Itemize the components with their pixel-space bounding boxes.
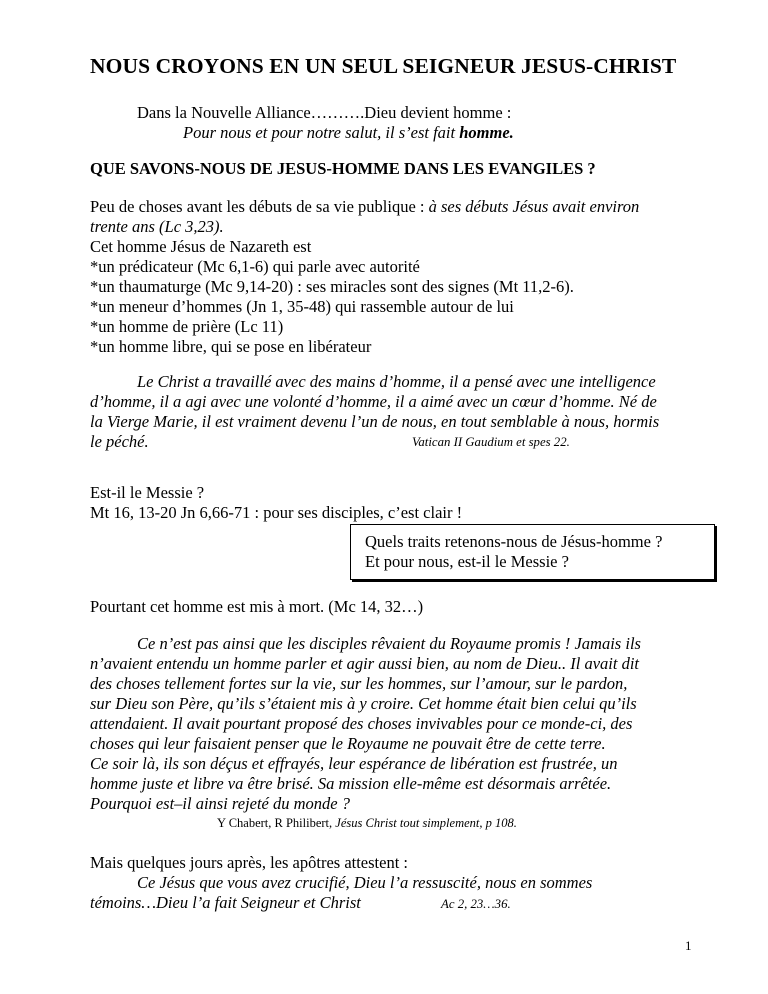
apostles-reference: Ac 2, 23…36. [441, 897, 511, 911]
messiah-question: Est-il le Messie ? [90, 483, 205, 502]
quote1-line: Le Christ a travaillé avec des mains d’homme, il a pensé avec une intelligence [137, 372, 656, 391]
death-line: Pourtant cet homme est mis à mort. (Mc 14, 32…) [90, 597, 424, 616]
quote1-line: la Vierge Marie, il est vraiment devenu l’un de nous, en tout semblable à nous, hormis [90, 412, 660, 431]
list-item: *un meneur d’hommes (Jn 1, 35-48) qui rassemble autour de lui [90, 297, 514, 316]
quote2-line: attendaient. Il avait pourtant proposé des choses invivables pour ce monde-ci, des [90, 714, 633, 733]
quote2-line: choses qui leur faisaient penser que le Royaume ne pouvait être de cette terre. [90, 734, 606, 753]
quote2-line: Ce n’est pas ainsi que les disciples rêvaient du Royaume promis ! Jamais ils [137, 634, 641, 653]
para1-line2: trente ans (Lc 3,23). [90, 217, 224, 236]
apostles-line: Mais quelques jours après, les apôtres attestent : [90, 853, 409, 872]
quote2-line: homme juste et libre va être brisé. Sa mission elle-même est désormais arrêtée. [90, 774, 612, 793]
reflection-question-2: Et pour nous, est-il le Messie ? [365, 552, 569, 571]
para1-line3: Cet homme Jésus de Nazareth est [90, 237, 312, 256]
quote1-line: d’homme, il a agi avec une volonté d’homme, il a aimé avec un cœur d’homme. Né de [90, 392, 657, 411]
para1-line1 [90, 197, 639, 217]
messiah-references: Mt 16, 13-20 Jn 6,66-71 : pour ses disciples, c’est clair ! [90, 503, 463, 522]
section-heading: QUE SAVONS-NOUS DE JESUS-HOMME DANS LES EVANGILES ? [90, 159, 596, 178]
apostles-quote-end: témoins…Dieu l’a fait Seigneur et Christ [90, 893, 361, 912]
intro-creed-line [183, 123, 514, 143]
apostles-quote: Ce Jésus que vous avez crucifié, Dieu l’a ressuscité, nous en sommes [137, 873, 593, 892]
para1-italic: à ses débuts Jésus avait environ [428, 197, 640, 216]
list-item: *un homme de prière (Lc 11) [90, 317, 284, 336]
reflection-question-1: Quels traits retenons-nous de Jésus-homme ? [365, 532, 663, 551]
quote2-source [217, 816, 517, 831]
intro-line: Dans la Nouvelle Alliance……….Dieu devient homme : [137, 103, 512, 122]
page-title: NOUS CROYONS EN UN SEUL SEIGNEUR JESUS-CHRIST [90, 54, 677, 78]
quote2-line: des choses tellement fortes sur la vie, sur les hommes, sur l’amour, sur le pardon, [90, 674, 628, 693]
intro-creed-text: Pour nous et pour notre salut, il s’est fait [183, 123, 460, 142]
page-number: 1 [685, 938, 692, 953]
quote2-line: sur Dieu son Père, qu’ils s’étaient mis à y croire. Cet homme était bien celui qu’ils [90, 694, 637, 713]
list-item: *un homme libre, qui se pose en libérateur [90, 337, 372, 356]
para1-text: Peu de choses avant les débuts de sa vie publique : [90, 197, 429, 216]
quote2-source-authors: Y Chabert, R Philibert, [217, 816, 336, 830]
list-item: *un prédicateur (Mc 6,1-6) qui parle avec autorité [90, 257, 420, 276]
quote2-source-title: Jésus Christ tout simplement, p 108. [335, 816, 517, 830]
quote1-source: Vatican II Gaudium et spes 22. [412, 435, 570, 449]
reflection-box [350, 524, 715, 580]
intro-creed-emphasis: homme. [459, 123, 514, 142]
quote2-line: Ce soir là, ils son déçus et effrayés, leur espérance de libération est frustrée, un [90, 754, 618, 773]
quote2-line: n’avaient entendu un homme parler et agir aussi bien, au nom de Dieu.. Il avait dit [90, 654, 639, 673]
quote2-line: Pourquoi est–il ainsi rejeté du monde ? [90, 794, 350, 813]
list-item: *un thaumaturge (Mc 9,14-20) : ses miracles sont des signes (Mt 11,2-6). [90, 277, 574, 296]
quote1-line: le péché. [90, 432, 149, 451]
